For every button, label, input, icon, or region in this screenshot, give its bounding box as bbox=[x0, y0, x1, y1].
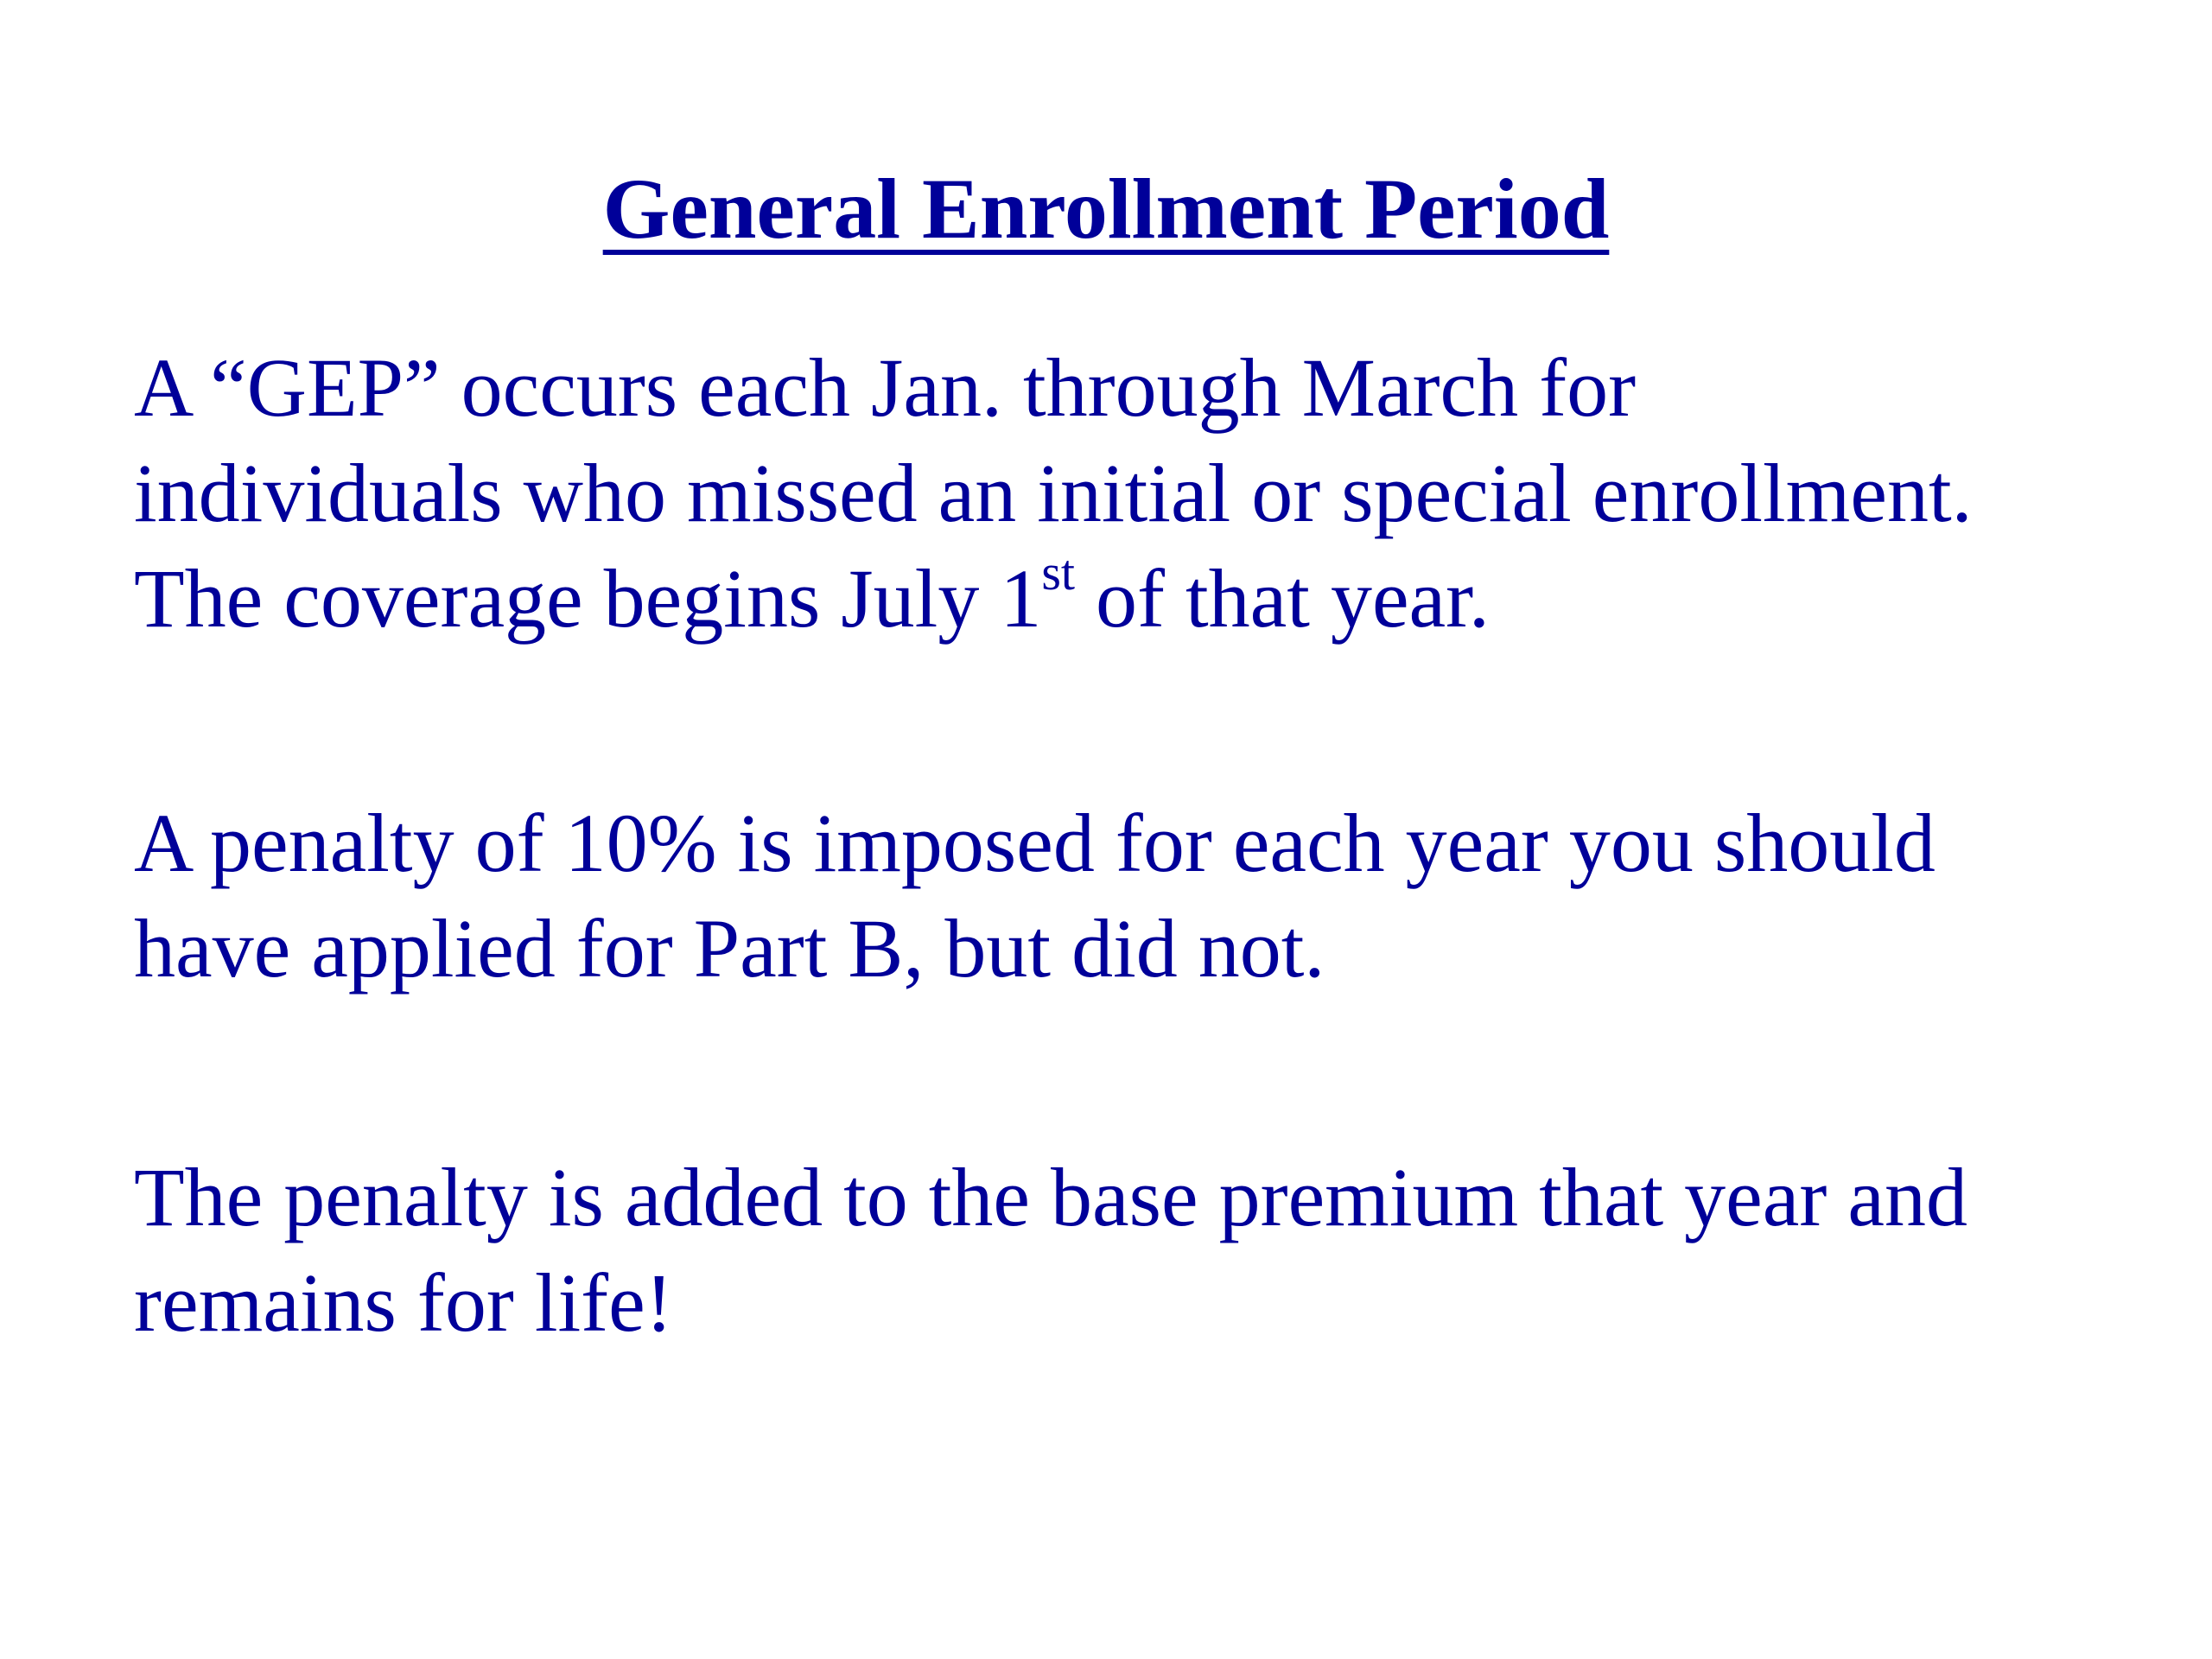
coverage-text-end: of that year. bbox=[1075, 552, 1490, 645]
paragraph-line: remains for life! bbox=[134, 1256, 673, 1349]
paragraph-gep-timing bbox=[134, 335, 2121, 652]
paragraph-line: The penalty is added to the base premium that year and bbox=[134, 1151, 1967, 1243]
paragraph-line: A “GEP” occurs each Jan. through March for bbox=[134, 341, 1637, 434]
paragraph-penalty-duration bbox=[134, 1145, 2121, 1356]
coverage-text: The coverage begins July 1 bbox=[134, 552, 1042, 645]
ordinal-suffix: st bbox=[1041, 544, 1076, 601]
paragraph-line: A penalty of 10% is imposed for each year you should bbox=[134, 797, 1936, 889]
paragraph-penalty bbox=[134, 791, 2121, 1001]
paragraph-line: have applied for Part B, but did not. bbox=[134, 902, 1325, 995]
slide-title: General Enrollment Period bbox=[602, 161, 1610, 257]
paragraph-line: individuals who missed an initial or special enrollment. bbox=[134, 447, 1973, 539]
paragraph-line bbox=[134, 546, 2121, 652]
